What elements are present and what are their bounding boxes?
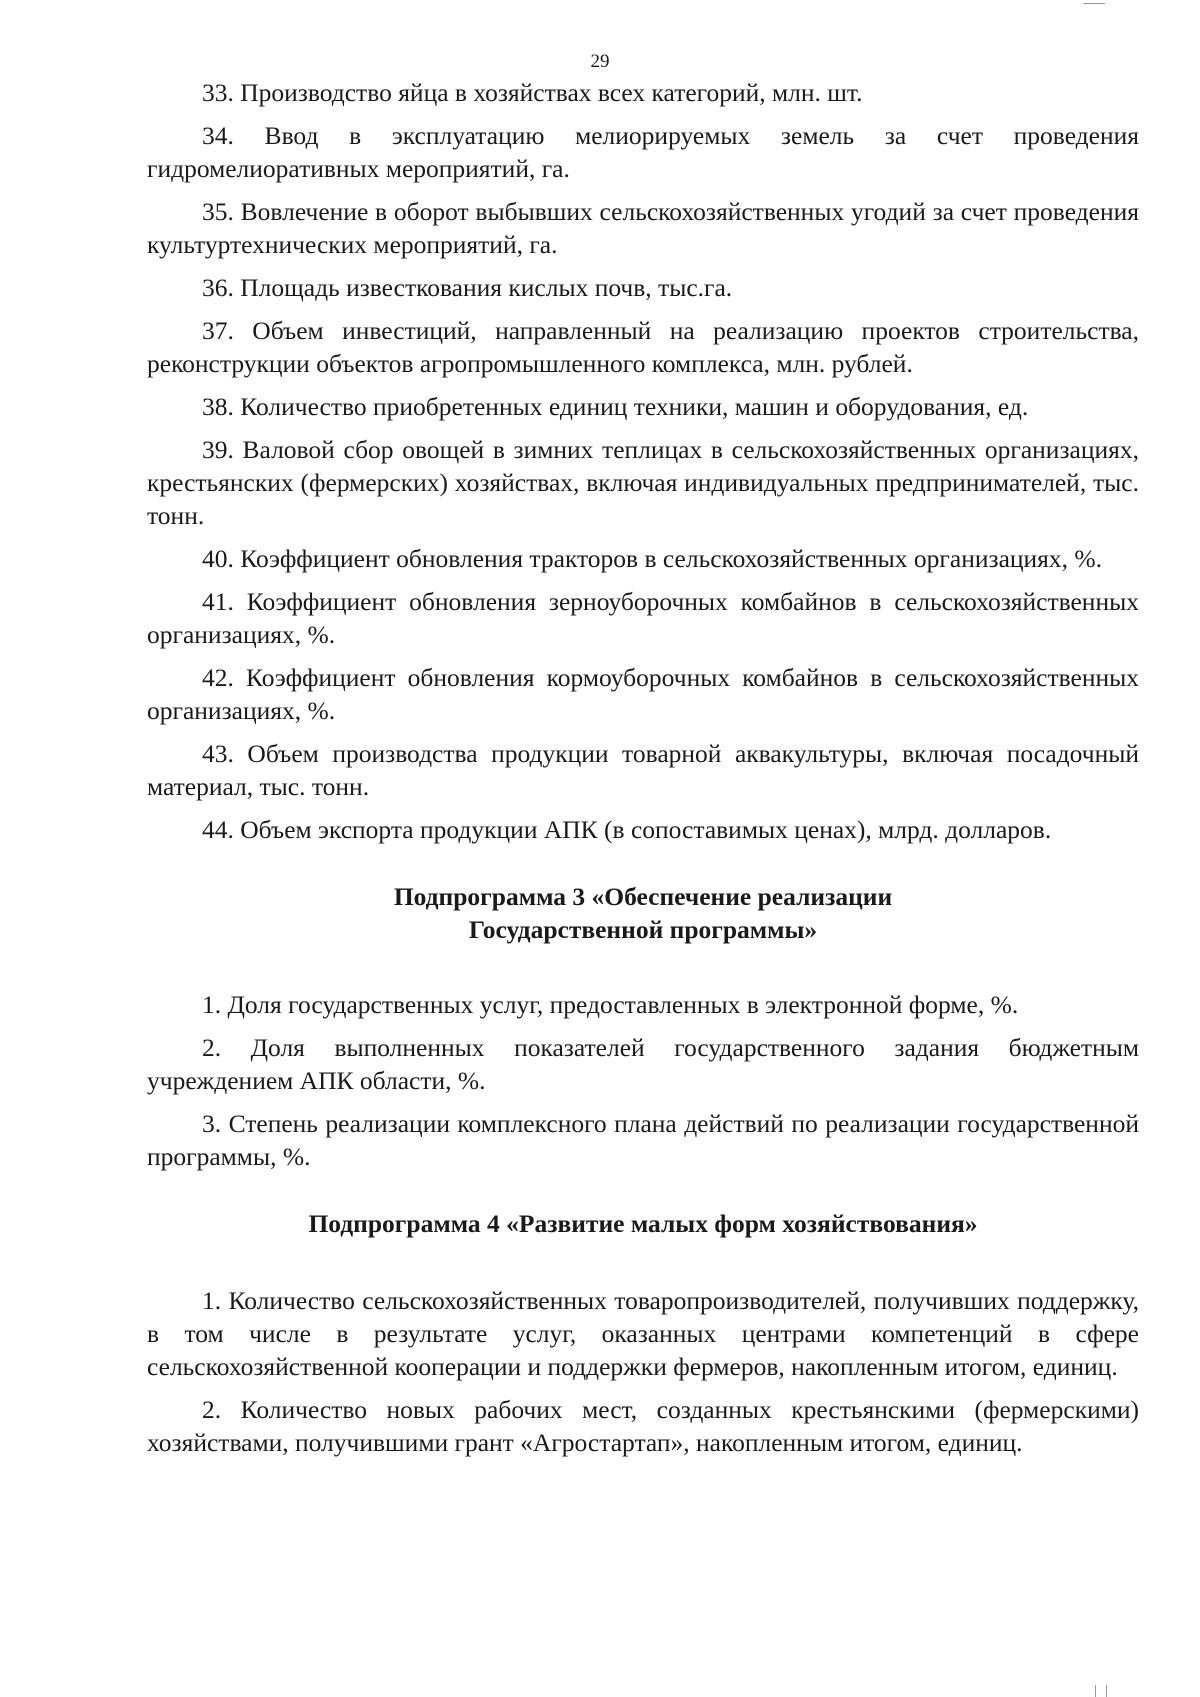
subprogram-4-indicator-list bbox=[147, 1284, 1139, 1459]
list-item-38: 38. Количество приобретенных единиц техники, машин и оборудования, ед. bbox=[202, 392, 1029, 421]
indicator-list-part2 bbox=[147, 76, 1139, 846]
list-item-39: 39. Валовой сбор овощей в зимних теплицах в сельскохозяйственных организациях, крестьянских (фермерских) хозяйствах, включая индивидуальных предпринимателей, тыс. тонн. bbox=[147, 435, 1139, 530]
subprogram-3-item-1: 1. Доля государственных услуг, предоставленных в электронной форме, %. bbox=[202, 990, 1019, 1019]
subprogram-3-heading-line-2: Государственной программы» bbox=[468, 915, 818, 944]
list-item-36: 36. Площадь известкования кислых почв, тыс.га. bbox=[202, 273, 733, 302]
list-item-42: 42. Коэффициент обновления кормоуборочных комбайнов в сельскохозяйственных организациях, %. bbox=[147, 663, 1139, 725]
list-item-40: 40. Коэффициент обновления тракторов в сельскохозяйственных организациях, %. bbox=[202, 544, 1103, 573]
subprogram-3-heading bbox=[147, 880, 1139, 946]
subprogram-4-heading-line: Подпрограмма 4 «Развитие малых форм хозяйствования» bbox=[308, 1209, 978, 1238]
list-item-34: 34. Ввод в эксплуатацию мелиорируемых земель за счет проведения гидромелиоративных мероприятий, га. bbox=[147, 121, 1139, 183]
subprogram-4-item-2: 2. Количество новых рабочих мест, созданных крестьянскими (фермерскими) хозяйствами, получившими грант «Агростартап», накопленным итогом, единиц. bbox=[147, 1395, 1139, 1457]
list-item-44: 44. Объем экспорта продукции АПК (в сопоставимых ценах), млрд. долларов. bbox=[202, 815, 1052, 844]
list-item-37: 37. Объем инвестиций, направленный на реализацию проектов строительства, реконструкции объектов агропромышленного комплекса, млн. рублей. bbox=[147, 316, 1139, 378]
list-item-43: 43. Объем производства продукции товарной аквакультуры, включая посадочный материал, тыс. тонн. bbox=[147, 739, 1139, 801]
subprogram-3-indicator-list bbox=[147, 988, 1139, 1173]
page-number: 29 bbox=[590, 51, 610, 72]
scan-edge-mark-bottom bbox=[1095, 1685, 1107, 1697]
subprogram-3-item-2: 2. Доля выполненных показателей государственного задания бюджетным учреждением АПК области, %. bbox=[147, 1033, 1139, 1095]
subprogram-3-item-3: 3. Степень реализации комплексного плана действий по реализации государственной программы, %. bbox=[147, 1109, 1139, 1171]
subprogram-4-heading bbox=[147, 1207, 1139, 1240]
subprogram-3-heading-line-1: Подпрограмма 3 «Обеспечение реализации bbox=[393, 882, 893, 911]
scan-edge-mark-top bbox=[1083, 0, 1105, 4]
list-item-41: 41. Коэффициент обновления зерноуборочных комбайнов в сельскохозяйственных организациях, %. bbox=[147, 587, 1139, 649]
document-body bbox=[147, 76, 1139, 1469]
list-item-33: 33. Производство яйца в хозяйствах всех категорий, млн. шт. bbox=[202, 78, 863, 107]
subprogram-4-item-1: 1. Количество сельскохозяйственных товаропроизводителей, получивших поддержку, в том числе в результате услуг, оказанных центрами компетенций в сфере сельскохозяйственной кооперации и поддержки фермеров, накопленным итогом, единиц. bbox=[147, 1286, 1139, 1381]
list-item-35: 35. Вовлечение в оборот выбывших сельскохозяйственных угодий за счет проведения культуртехнических мероприятий, га. bbox=[147, 197, 1139, 259]
